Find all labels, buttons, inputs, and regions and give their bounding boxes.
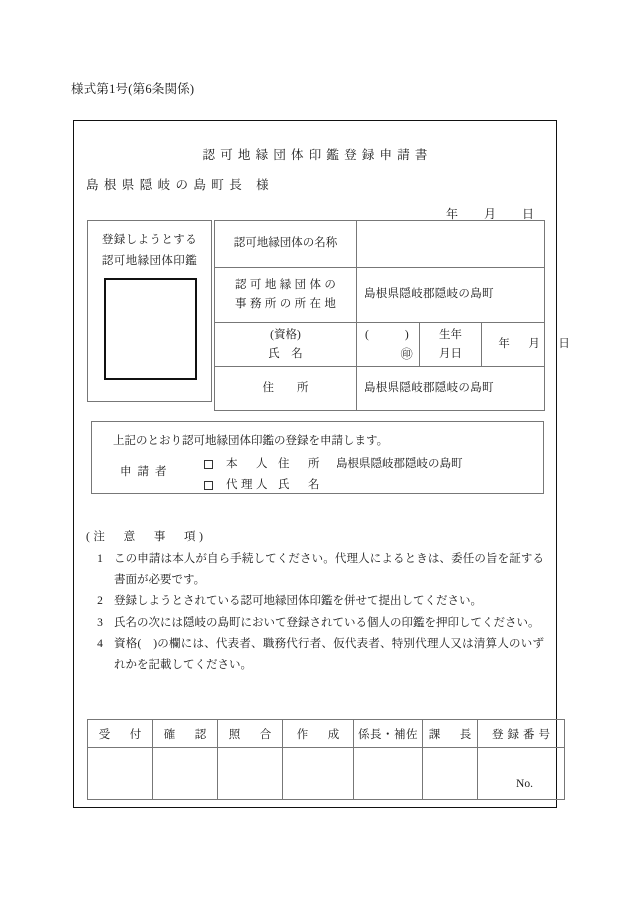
value-confirmation[interactable]	[153, 748, 218, 800]
label-office-address-line1: 認可地縁団体の	[235, 279, 340, 291]
table-row-office-address	[215, 268, 545, 323]
date-month-label: 月	[483, 207, 496, 221]
value-creation[interactable]	[283, 748, 354, 800]
note-number: 2	[97, 595, 103, 607]
table-row-organization-name	[215, 221, 545, 268]
note-number: 4	[97, 638, 103, 650]
checkbox-proxy-icon[interactable]	[204, 481, 213, 490]
note-text: 氏名の次には隠岐の島町において登録されている個人の印鑑を押印してください。	[114, 616, 540, 629]
value-qualification-name[interactable]	[357, 323, 420, 367]
column-header-section-chief: 課 長	[423, 720, 478, 748]
column-header-registration-number: 登録番号	[478, 720, 565, 748]
value-reception[interactable]	[88, 748, 153, 800]
label-full-name: 氏 名	[268, 347, 303, 360]
label-office-address	[215, 268, 357, 323]
applicant-option-self[interactable]	[204, 454, 463, 475]
note-item	[86, 549, 544, 590]
column-header-confirmation: 確 認	[153, 720, 218, 748]
applicant-options	[204, 454, 463, 496]
paren-open: (	[365, 329, 369, 341]
form-outer-frame	[73, 120, 571, 808]
label-date-of-birth	[419, 323, 482, 367]
value-date-of-birth[interactable]	[482, 323, 571, 367]
applicant-option-proxy-label: 代理人	[226, 479, 271, 491]
applicant-option-self-label: 本 人	[226, 458, 271, 470]
dob-year-label: 年	[498, 337, 511, 350]
applicant-option-self-value[interactable]: 島根県隠岐郡隠岐の島町	[336, 458, 463, 470]
processing-table	[87, 719, 565, 800]
label-dob-line2: 月日	[438, 347, 462, 360]
label-dob-line1: 生年	[438, 328, 462, 341]
value-collation[interactable]	[218, 748, 283, 800]
applicant-label: 申請者	[120, 466, 173, 478]
date-day-label: 日	[521, 207, 534, 221]
note-item	[86, 634, 544, 675]
column-header-creation: 作 成	[283, 720, 354, 748]
label-office-address-line2: 事務所の所在地	[235, 298, 340, 310]
note-number: 3	[97, 616, 103, 629]
document-title: 認可地縁団体印鑑登録申請書	[202, 148, 433, 162]
seal-panel-caption-line1: 登録しようとする	[101, 234, 198, 246]
applicant-option-proxy-field: 氏 名	[278, 479, 323, 491]
date-year-label: 年	[445, 207, 458, 221]
note-text: 登録しようとされている認可地縁団体印鑑を併せて提出してください。	[114, 595, 482, 607]
seal-panel-caption-line2: 認可地縁団体印鑑	[101, 255, 198, 267]
notes-title: (注 意 事 項)	[86, 531, 207, 543]
notes-section	[86, 528, 544, 676]
label-residence: 住 所	[215, 367, 357, 411]
table-row-residence	[215, 367, 545, 411]
applicant-option-proxy[interactable]	[204, 475, 463, 496]
note-text: 資格( )の欄には、代表者、職務代行者、仮代表者、特別代理人又は清算人のいずれかを記載してください。	[114, 638, 544, 671]
value-registration-number[interactable]: No.	[478, 748, 565, 800]
dob-month-label: 月	[528, 337, 541, 350]
note-item	[86, 613, 544, 634]
value-chief-assistant[interactable]	[354, 748, 423, 800]
form-number: 様式第1号(第6条関係)	[71, 82, 195, 96]
seal-stamp-icon: ㊞	[400, 347, 413, 361]
value-organization-name[interactable]	[357, 221, 545, 268]
column-header-collation: 照 合	[218, 720, 283, 748]
addressee-line	[86, 175, 269, 193]
seal-registration-panel	[87, 220, 212, 402]
addressee-name: 島根県隠岐の島町長	[86, 178, 248, 192]
dob-day-label: 日	[558, 337, 571, 350]
checkbox-self-icon[interactable]	[204, 460, 213, 469]
label-organization-name: 認可地縁団体の名称	[215, 221, 357, 268]
table-row-qualification-name	[215, 323, 545, 367]
seal-stamp-area[interactable]	[104, 278, 197, 380]
addressee-honorific: 様	[256, 178, 269, 192]
processing-table-header-row	[88, 720, 565, 748]
applicant-option-self-field: 住 所	[278, 458, 323, 470]
processing-table-value-row	[88, 748, 565, 800]
note-text: この申請は本人が自ら手続してください。代理人によるときは、委任の旨を証する書面が必要です。	[114, 553, 544, 586]
organization-info-table	[214, 220, 571, 411]
value-section-chief[interactable]	[423, 748, 478, 800]
label-qualification-name	[215, 323, 357, 367]
column-header-reception: 受 付	[88, 720, 153, 748]
note-number: 1	[97, 553, 103, 565]
declaration-text: 上記のとおり認可地縁団体印鑑の登録を申請します。	[113, 435, 389, 447]
value-office-address[interactable]: 島根県隠岐郡隠岐の島町	[357, 268, 545, 323]
value-residence[interactable]: 島根県隠岐郡隠岐の島町	[357, 367, 545, 411]
paren-close: )	[404, 329, 409, 341]
note-item	[86, 591, 544, 612]
label-qualification: (資格)	[270, 328, 301, 341]
declaration-box	[91, 421, 544, 494]
column-header-chief-assistant: 係長・補佐	[354, 720, 423, 748]
